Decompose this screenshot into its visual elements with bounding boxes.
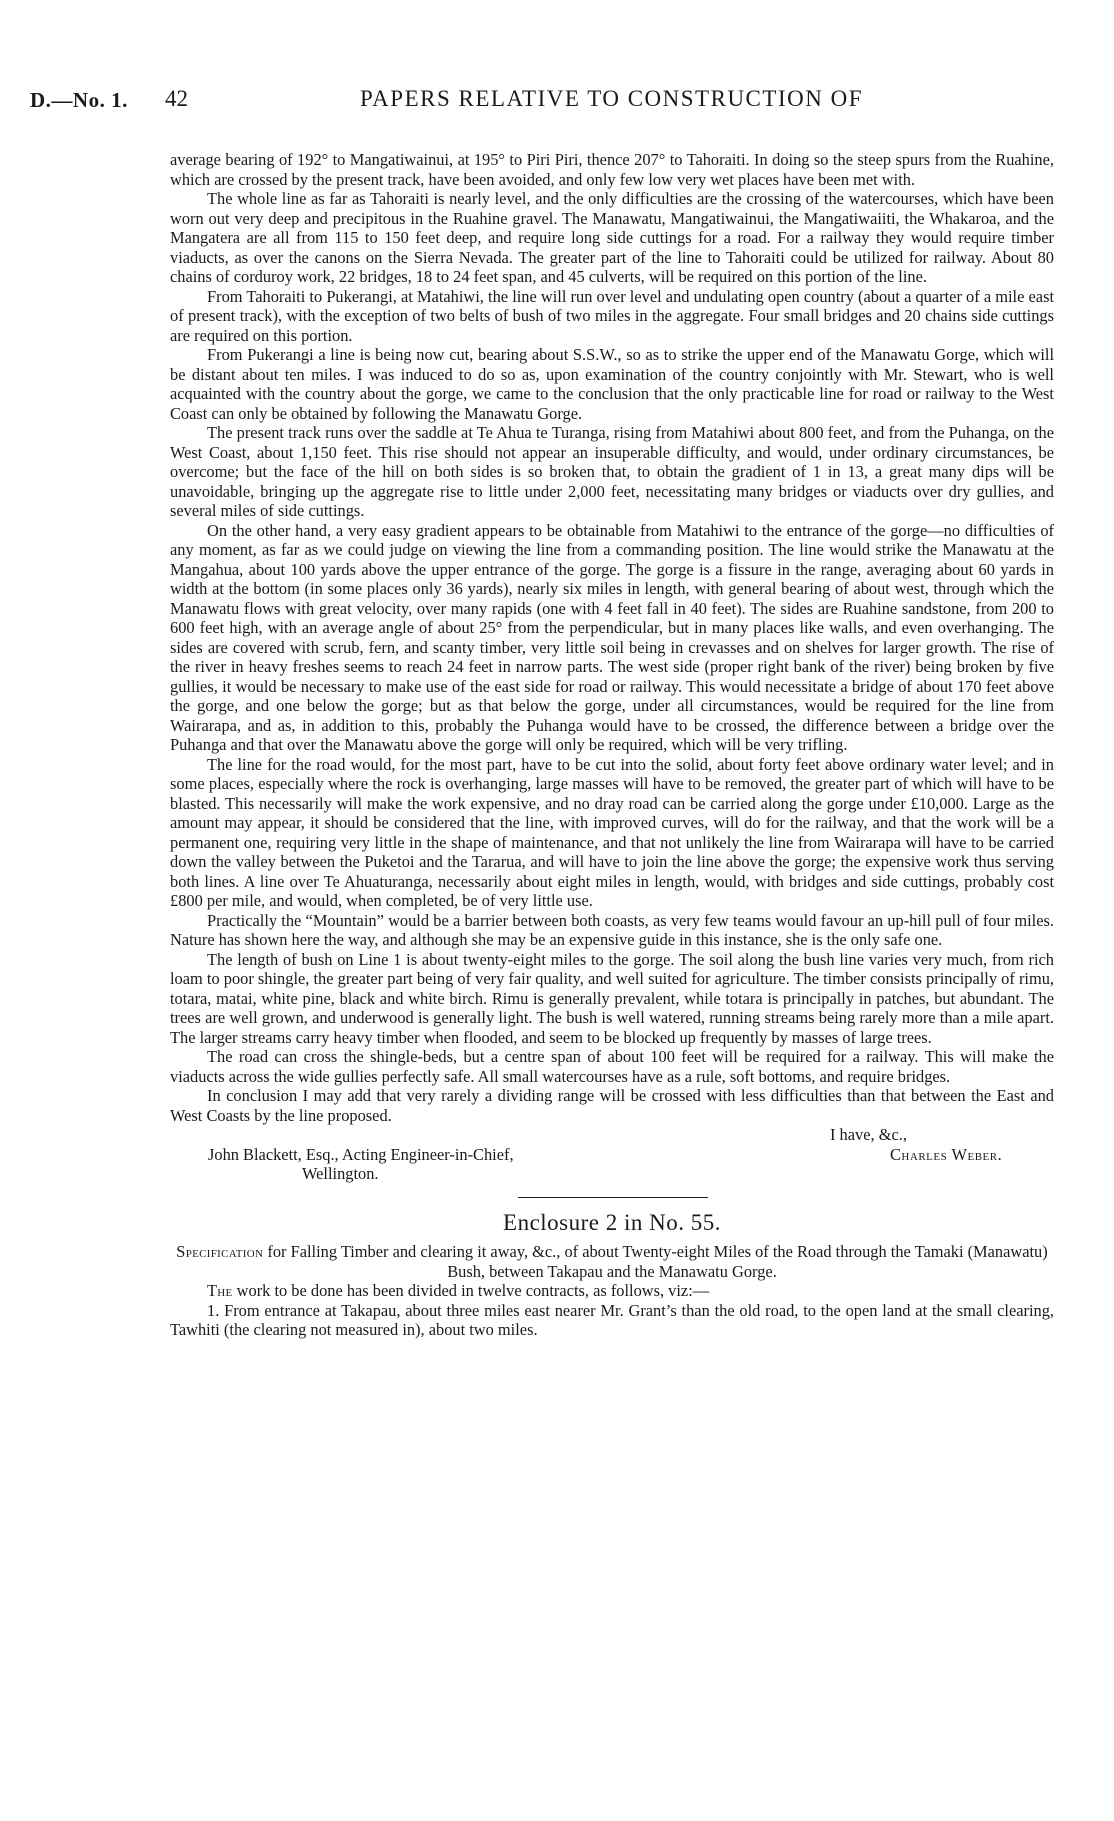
enclosure-body xyxy=(170,1281,1054,1340)
paragraph xyxy=(170,1281,1054,1301)
specification-text: for Falling Timber and clearing it away, &c., of about Twenty-eight Miles of the Road through the Tamaki (Manawatu) Bush, between Takapau and the Manawatu Gorge. xyxy=(263,1242,1048,1281)
page-number: 42 xyxy=(165,86,188,111)
paragraph: From Tahoraiti to Pukerangi, at Matahiwi, the line will run over level and undulating open country (about a quarter of a mile east of present track), with the exception of two belts of bush of two miles in the aggregate. Four small bridges and 20 chains side cuttings are required on this portion. xyxy=(170,286,1054,345)
specification-lead: Specification xyxy=(176,1242,264,1261)
running-title: PAPERS RELATIVE TO CONSTRUCTION OF xyxy=(360,86,863,111)
document-code: D.—No. 1. xyxy=(30,88,128,112)
paragraph: Practically the “Mountain” would be a barrier between both coasts, as very few teams would favour an up-hill pull of four miles. Nature has shown here the way, and although she may be an expensive guide in this instance, she is the only safe one. xyxy=(170,910,1054,949)
specification-heading xyxy=(170,1242,1054,1281)
addressee: John Blackett, Esq., Acting Engineer-in-Chief, xyxy=(208,1144,514,1164)
addressee-city: Wellington. xyxy=(302,1164,379,1183)
signatory-name: Charles Weber. xyxy=(890,1144,1003,1164)
work-text: work to be done has been divided in twelve contracts, as follows, viz:— xyxy=(232,1281,710,1300)
contract-item: 1. From entrance at Takapau, about three miles east nearer Mr. Grant’s than the old road, to the open land at the small clearing, Tawhiti (the clearing not measured in), about two miles. xyxy=(170,1300,1054,1339)
paragraph: In conclusion I may add that very rarely a dividing range will be crossed with less difficulties than that between the East and West Coasts by the line proposed. xyxy=(170,1086,1054,1125)
paragraph: On the other hand, a very easy gradient appears to be obtainable from Matahiwi to the entrance of the gorge—no difficulties of any moment, as far as we could judge on viewing the line from a commanding position. The line would strike the Manawatu at the Mangahua, about 100 yards above the upper entrance of the gorge. The gorge is a fissure in the range, averaging about 60 yards in width at the bottom (in some places only 36 yards), nearly six miles in length, with general bearing of about west, through which the Manawatu flows with great velocity, over many rapids (one with 4 feet fall in 40 feet). The sides are Ruahine sandstone, from 200 to 600 feet high, with an average angle of about 25° from the perpendicular, but in many places like walls, and even overhanging. The sides are covered with scrub, fern, and scanty timber, very little soil being in crevasses and on shelves for larger growth. The rise of the river in heavy freshes seems to reach 24 feet in narrow parts. The west side (proper right bank of the river) being broken by five gullies, it would be necessary to make use of the east side for road or railway. This would necessitate a bridge of about 170 feet above the gorge, and one below the gorge; but as that below the gorge, under all circumstances, would be required for the line from Wairarapa, and as, in addition to this, probably the Puhanga would have to be crossed, the difference between a bridge over the Puhanga and that over the Manawatu above the gorge will only be required, which will be very trifling. xyxy=(170,520,1054,754)
paragraph: The present track runs over the saddle at Te Ahua te Turanga, rising from Matahiwi about 800 feet, and from the Puhanga, on the West Coast, about 1,150 feet. This rise should not appear an insuperable difficulty, and would, under ordinary circumstances, be overcome; but the face of the hill on both sides is so broken that, to obtain the gradient of 1 in 13, a great many dips will be unavoidable, bringing up the aggregate rise to little under 2,000 feet, necessitating many bridges or viaducts over dry gullies, and several miles of side cuttings. xyxy=(170,423,1054,520)
paragraph: The line for the road would, for the most part, have to be cut into the solid, about forty feet above ordinary water level; and in some places, especially where the rock is overhanging, large masses will have to be removed, the greater part of which will have to be blasted. This necessarily will make the work expensive, and no dray road can be carried along the gorge under £10,000. Large as the amount may appear, it should be considered that the line, with improved curves, will do for the railway, and that the work will be a permanent one, requiring very little in the shape of maintenance, and that not unlikely the line from Wairarapa will have to be carried down the valley between the Puketoi and the Tararua, and will have to join the line above the gorge; the expensive work thus serving both lines. A line over Te Ahuaturanga, necessarily about eight miles in length, would, with bridges and side cuttings, probably cost £800 per mile, and would, when completed, be of very little use. xyxy=(170,754,1054,910)
closing-phrase: I have, &c., xyxy=(830,1125,907,1144)
paragraph: The road can cross the shingle-beds, but a centre span of about 100 feet will be required for a railway. This will make the viaducts across the wide gullies perfectly safe. All small watercourses have as a rule, soft bottoms, and require bridges. xyxy=(170,1047,1054,1086)
page-header xyxy=(30,88,1054,132)
section-divider xyxy=(518,1197,708,1198)
letter-body xyxy=(170,150,1054,1125)
paragraph: average bearing of 192° to Mangatiwainui, at 195° to Piri Piri, thence 207° to Tahoraiti. In doing so the steep spurs from the Ruahine, which are crossed by the present track, have been avoided, and only few low very wet places have been met with. xyxy=(170,150,1054,189)
paragraph: The whole line as far as Tahoraiti is nearly level, and the only difficulties are the crossing of the watercourses, which have been worn out very deep and precipitous in the Ruahine gravel. The Manawatu, Mangatiwainui, the Mangatiwaiiti, the Whakaroa, and the Mangatera are all from 115 to 150 feet deep, and require long side cuttings for a road. For a railway they would require timber viaducts, as over the canons on the Sierra Nevada. The greater part of the line to Tahoraiti could be utilized for railway. About 80 chains of corduroy work, 22 bridges, 18 to 24 feet span, and 45 culverts, will be required on this portion of the line. xyxy=(170,189,1054,286)
enclosure-title: Enclosure 2 in No. 55. xyxy=(503,1210,721,1235)
paragraph: From Pukerangi a line is being now cut, bearing about S.S.W., so as to strike the upper end of the Manawatu Gorge, which will be distant about ten miles. I was induced to do so as, upon examination of the country conjointly with Mr. Stewart, who is well acquainted with the country about the gorge, we came to the conclusion that the only practicable line for road or railway to the West Coast can only be obtained by following the Manawatu Gorge. xyxy=(170,345,1054,423)
work-lead: The xyxy=(207,1281,233,1300)
signature-block xyxy=(170,1125,1054,1183)
paragraph: The length of bush on Line 1 is about twenty-eight miles to the gorge. The soil along the bush line varies very much, from rich loam to poor shingle, the greater part being of very fair quality, and well suited for agriculture. The timber consists principally of rimu, totara, matai, white pine, black and white birch. Rimu is generally prevalent, while totara is principally in patches, but abundant. The trees are well grown, and underwood is generally light. The bush is well watered, running streams being rarely more than a mile apart. The larger streams carry heavy timber when flooded, and seem to be blocked up frequently by masses of large trees. xyxy=(170,949,1054,1047)
